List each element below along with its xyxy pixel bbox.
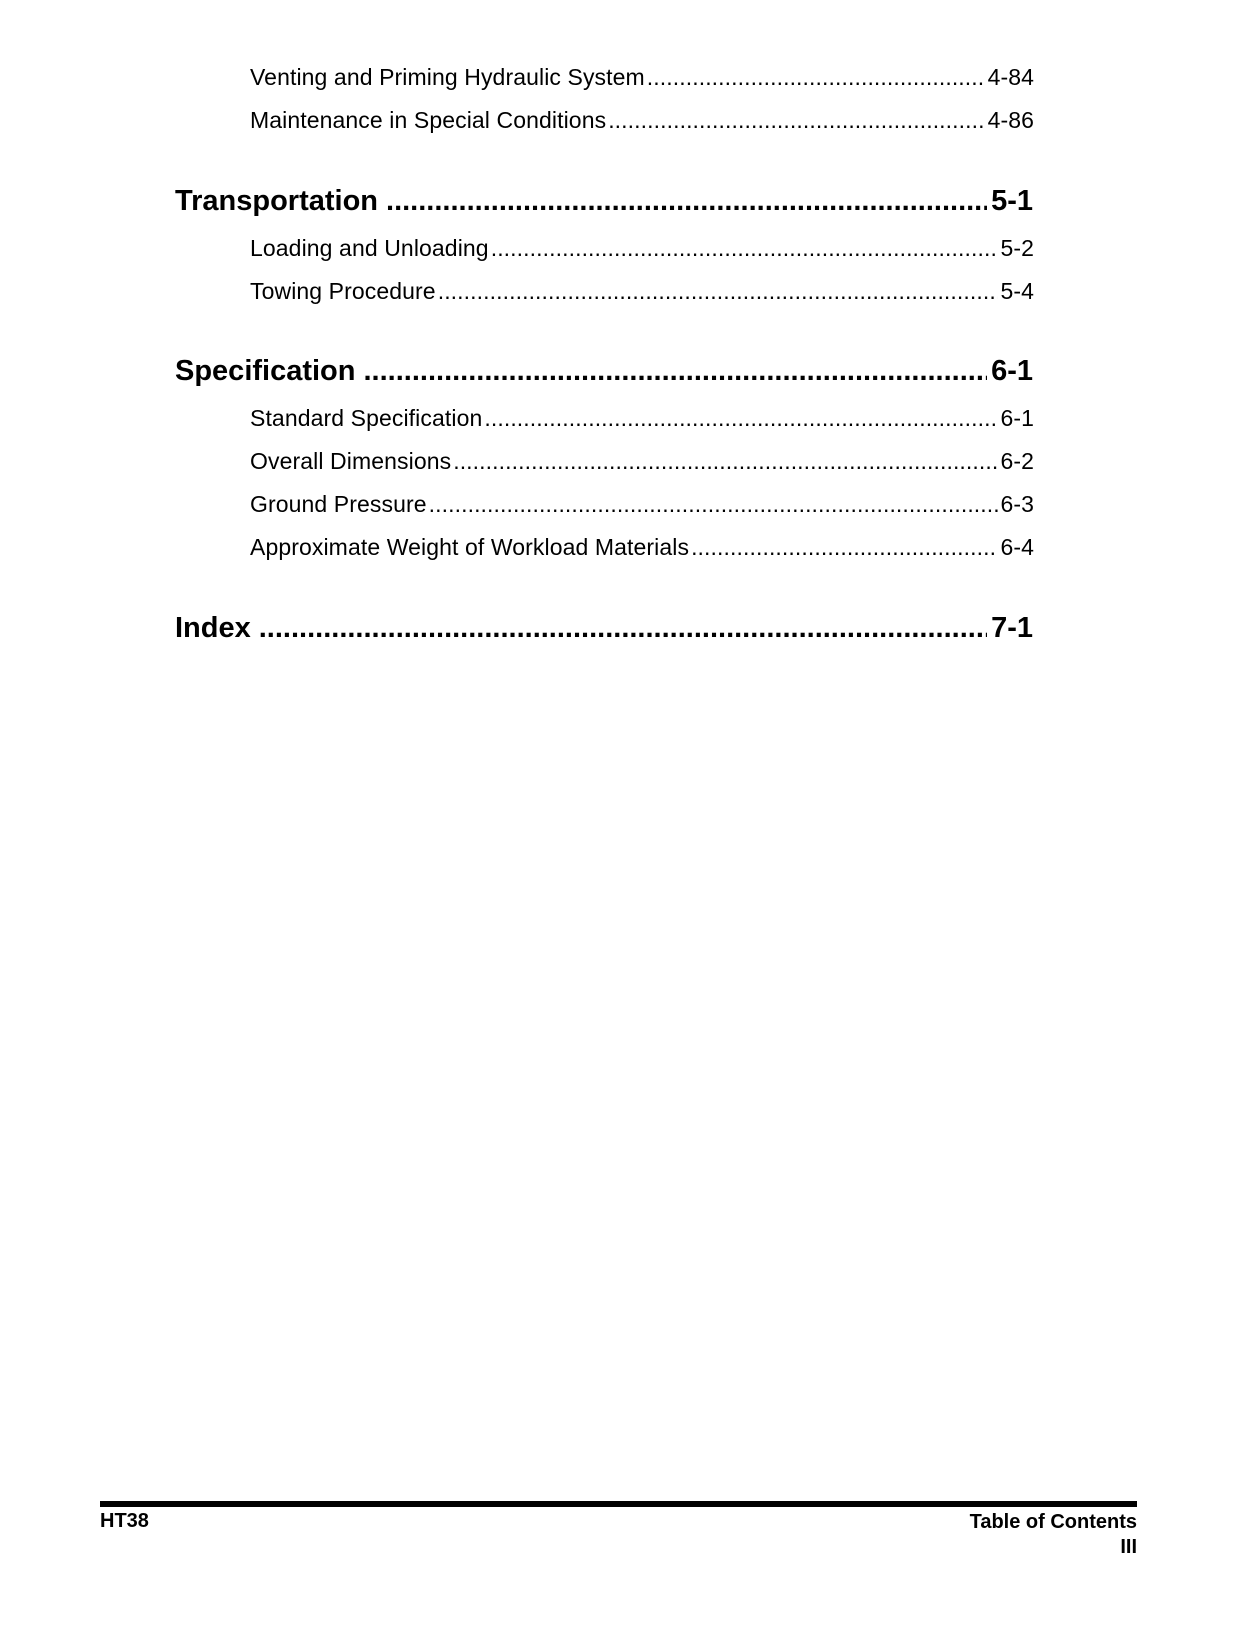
toc-entry-page: 5-2 bbox=[1000, 235, 1034, 261]
toc-entry-title: Maintenance in Special Conditions bbox=[250, 107, 607, 133]
toc-entry-standard-specification[interactable] bbox=[250, 405, 1034, 432]
toc-entry-title: Towing Procedure bbox=[250, 278, 436, 304]
dot-leader bbox=[429, 491, 999, 518]
toc-chapter-page: 6-1 bbox=[991, 355, 1033, 387]
dot-leader bbox=[491, 235, 999, 262]
dot-leader bbox=[386, 185, 987, 218]
toc-entry-page: 6-3 bbox=[1000, 491, 1034, 517]
toc-entry-towing-procedure[interactable] bbox=[250, 278, 1034, 305]
toc-entry-overall-dimensions[interactable] bbox=[250, 448, 1034, 475]
footer-model: HT38 bbox=[100, 1510, 149, 1532]
toc-entry-ground-pressure[interactable] bbox=[250, 491, 1034, 518]
dot-leader bbox=[438, 278, 999, 305]
dot-leader bbox=[691, 534, 998, 561]
dot-leader bbox=[608, 107, 985, 134]
dot-leader bbox=[647, 64, 986, 91]
dot-leader bbox=[364, 355, 988, 388]
dot-leader bbox=[453, 448, 998, 475]
toc-chapter-title: Transportation bbox=[175, 185, 379, 217]
toc-entry-title: Approximate Weight of Workload Materials bbox=[250, 534, 690, 560]
dot-leader bbox=[259, 612, 987, 645]
toc-chapter-transportation[interactable] bbox=[175, 185, 1033, 218]
toc-entry-loading-unloading[interactable] bbox=[250, 235, 1034, 262]
toc-entry-page: 6-2 bbox=[1000, 448, 1034, 474]
footer-page-number: III bbox=[1120, 1536, 1137, 1558]
toc-entry-title: Standard Specification bbox=[250, 405, 483, 431]
toc-entry-page: 6-1 bbox=[1000, 405, 1034, 431]
toc-entry-title: Ground Pressure bbox=[250, 491, 427, 517]
dot-leader bbox=[484, 405, 998, 432]
toc-entry-approximate-weight[interactable] bbox=[250, 534, 1034, 561]
toc-entry-page: 5-4 bbox=[1000, 278, 1034, 304]
toc-chapter-title: Specification bbox=[175, 355, 356, 387]
footer-right-block bbox=[970, 1510, 1137, 1560]
toc-entry-page: 4-86 bbox=[987, 107, 1034, 133]
toc-entry-page: 4-84 bbox=[987, 64, 1034, 90]
footer-section-title: Table of Contents bbox=[969, 1511, 1137, 1533]
toc-entry-title: Loading and Unloading bbox=[250, 235, 489, 261]
toc-chapter-index[interactable] bbox=[175, 612, 1033, 645]
toc-entry-maintenance-special[interactable] bbox=[250, 107, 1034, 134]
footer-rule bbox=[100, 1501, 1137, 1507]
toc-entry-venting-priming[interactable] bbox=[250, 64, 1034, 91]
toc-entry-page: 6-4 bbox=[1000, 534, 1034, 560]
toc-chapter-page: 5-1 bbox=[991, 185, 1033, 217]
toc-chapter-page: 7-1 bbox=[991, 612, 1033, 644]
toc-chapter-specification[interactable] bbox=[175, 355, 1033, 388]
toc-entry-title: Venting and Priming Hydraulic System bbox=[250, 64, 645, 90]
toc-entry-title: Overall Dimensions bbox=[250, 448, 452, 474]
toc-chapter-title: Index bbox=[175, 612, 251, 644]
